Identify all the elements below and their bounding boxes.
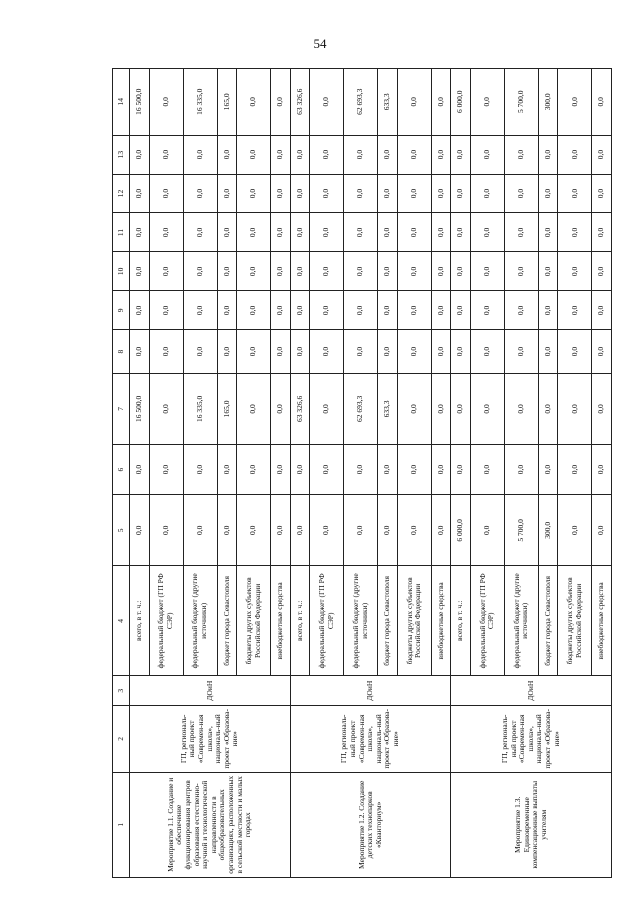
executor-cell: ДОиН: [451, 676, 612, 706]
value-cell: 0,0: [271, 495, 291, 566]
value-cell: 0,0: [237, 444, 271, 494]
funding-source-cell: бюджет города Севастополя: [217, 566, 237, 676]
budget-table: [112, 68, 612, 878]
column-header-2: 2: [113, 706, 130, 772]
funding-source-cell: бюджет города Севастополя: [538, 566, 558, 676]
value-cell: 63 326,6: [290, 69, 310, 136]
value-cell: 0,0: [237, 291, 271, 330]
funding-source-cell: бюджеты других субъектов Российской Федерации: [558, 566, 592, 676]
value-cell: 62 693,3: [344, 69, 378, 136]
value-cell: 0,0: [271, 213, 291, 252]
value-cell: 0,0: [470, 291, 504, 330]
value-cell: 0,0: [397, 135, 431, 174]
value-cell: 0,0: [397, 444, 431, 494]
executor-cell: ДОиН: [290, 676, 451, 706]
value-cell: 0,0: [149, 291, 183, 330]
value-cell: 0,0: [237, 330, 271, 374]
rotated-table-container: [112, 68, 612, 878]
value-cell: 0,0: [183, 444, 217, 494]
value-cell: 0,0: [310, 373, 344, 444]
value-cell: 0,0: [538, 444, 558, 494]
value-cell: 0,0: [378, 330, 398, 374]
value-cell: 0,0: [538, 135, 558, 174]
value-cell: 0,0: [149, 69, 183, 136]
value-cell: 0,0: [558, 373, 592, 444]
value-cell: 0,0: [217, 135, 237, 174]
value-cell: 0,0: [592, 69, 612, 136]
value-cell: 0,0: [237, 495, 271, 566]
value-cell: 0,0: [592, 252, 612, 291]
value-cell: 0,0: [397, 174, 431, 213]
value-cell: 0,0: [558, 291, 592, 330]
funding-source-cell: всего, в т. ч.:: [130, 566, 150, 676]
value-cell: 0,0: [130, 174, 150, 213]
value-cell: 0,0: [237, 373, 271, 444]
value-cell: 0,0: [290, 495, 310, 566]
value-cell: 0,0: [237, 69, 271, 136]
value-cell: 0,0: [504, 373, 538, 444]
table-row: [130, 69, 150, 878]
value-cell: 0,0: [592, 444, 612, 494]
value-cell: 0,0: [431, 495, 451, 566]
column-header-11: 11: [113, 213, 130, 252]
value-cell: 0,0: [558, 174, 592, 213]
value-cell: 0,0: [344, 291, 378, 330]
value-cell: 0,0: [149, 213, 183, 252]
funding-source-cell: бюджет города Севастополя: [378, 566, 398, 676]
column-header-3: 3: [113, 676, 130, 706]
value-cell: 0,0: [290, 291, 310, 330]
funding-source-cell: бюджеты других субъектов Российской Федерации: [237, 566, 271, 676]
value-cell: 0,0: [431, 373, 451, 444]
value-cell: 0,0: [470, 444, 504, 494]
column-header-6: 6: [113, 444, 130, 494]
value-cell: 0,0: [378, 213, 398, 252]
value-cell: 0,0: [451, 444, 471, 494]
column-header-4: 4: [113, 566, 130, 676]
value-cell: 0,0: [310, 69, 344, 136]
value-cell: 16 500,0: [130, 69, 150, 136]
header-row: [113, 69, 130, 878]
value-cell: 0,0: [558, 330, 592, 374]
value-cell: 6 000,0: [451, 495, 471, 566]
value-cell: 0,0: [451, 291, 471, 330]
value-cell: 0,0: [344, 213, 378, 252]
column-header-8: 8: [113, 330, 130, 374]
value-cell: 0,0: [310, 174, 344, 213]
value-cell: 0,0: [592, 213, 612, 252]
value-cell: 0,0: [290, 135, 310, 174]
funding-source-cell: всего, в т. ч.:: [451, 566, 471, 676]
value-cell: 0,0: [431, 291, 451, 330]
value-cell: 0,0: [290, 252, 310, 291]
value-cell: 0,0: [397, 291, 431, 330]
value-cell: 0,0: [378, 444, 398, 494]
value-cell: 0,0: [130, 252, 150, 291]
value-cell: 0,0: [183, 174, 217, 213]
value-cell: 0,0: [558, 495, 592, 566]
value-cell: 165,0: [217, 373, 237, 444]
value-cell: 0,0: [344, 444, 378, 494]
project-cell: ГП, региональ-ный проект «Современ-ная школа», националь-ный проект «Образова-ние»: [130, 706, 291, 772]
value-cell: 6 000,0: [451, 69, 471, 136]
value-cell: 0,0: [470, 252, 504, 291]
value-cell: 0,0: [310, 444, 344, 494]
value-cell: 0,0: [397, 69, 431, 136]
value-cell: 0,0: [504, 135, 538, 174]
funding-source-cell: внебюджетные средства: [431, 566, 451, 676]
value-cell: 5 700,0: [504, 69, 538, 136]
value-cell: 0,0: [378, 291, 398, 330]
value-cell: 0,0: [558, 252, 592, 291]
funding-source-cell: федеральный бюджет (ГП РФ СЭР): [470, 566, 504, 676]
value-cell: 0,0: [558, 213, 592, 252]
value-cell: 0,0: [237, 174, 271, 213]
value-cell: 0,0: [431, 330, 451, 374]
value-cell: 300,0: [538, 69, 558, 136]
value-cell: 0,0: [217, 252, 237, 291]
value-cell: 16 335,0: [183, 69, 217, 136]
value-cell: 0,0: [378, 174, 398, 213]
value-cell: 0,0: [149, 444, 183, 494]
value-cell: 0,0: [431, 444, 451, 494]
value-cell: 300,0: [538, 495, 558, 566]
value-cell: 0,0: [183, 252, 217, 291]
value-cell: 0,0: [183, 495, 217, 566]
value-cell: 0,0: [130, 135, 150, 174]
value-cell: 0,0: [271, 330, 291, 374]
value-cell: 0,0: [217, 495, 237, 566]
value-cell: 0,0: [592, 135, 612, 174]
value-cell: 0,0: [310, 330, 344, 374]
value-cell: 0,0: [217, 330, 237, 374]
value-cell: 0,0: [378, 252, 398, 291]
value-cell: 0,0: [149, 174, 183, 213]
value-cell: 0,0: [344, 135, 378, 174]
value-cell: 0,0: [470, 135, 504, 174]
value-cell: 0,0: [271, 69, 291, 136]
value-cell: 0,0: [504, 213, 538, 252]
value-cell: 0,0: [558, 69, 592, 136]
value-cell: 0,0: [290, 174, 310, 213]
value-cell: 0,0: [183, 330, 217, 374]
value-cell: 0,0: [290, 330, 310, 374]
value-cell: 0,0: [470, 373, 504, 444]
value-cell: 0,0: [217, 213, 237, 252]
value-cell: 0,0: [470, 330, 504, 374]
value-cell: 0,0: [290, 444, 310, 494]
value-cell: 0,0: [451, 174, 471, 213]
value-cell: 0,0: [397, 373, 431, 444]
value-cell: 0,0: [538, 330, 558, 374]
value-cell: 0,0: [451, 373, 471, 444]
value-cell: 0,0: [217, 291, 237, 330]
executor-cell: ДОиН: [130, 676, 291, 706]
value-cell: 0,0: [558, 444, 592, 494]
measure-cell: Мероприятие 1.2. Создание детских технопарков «Кванториум»: [290, 772, 451, 877]
funding-source-cell: внебюджетные средства: [592, 566, 612, 676]
value-cell: 0,0: [149, 373, 183, 444]
value-cell: 0,0: [558, 135, 592, 174]
value-cell: 0,0: [344, 174, 378, 213]
value-cell: 0,0: [310, 291, 344, 330]
column-header-9: 9: [113, 291, 130, 330]
value-cell: 0,0: [237, 135, 271, 174]
value-cell: 16 335,0: [183, 373, 217, 444]
value-cell: 0,0: [592, 291, 612, 330]
value-cell: 0,0: [183, 213, 217, 252]
page-number: 54: [313, 36, 327, 51]
funding-source-cell: федеральный бюджет (другие источники): [344, 566, 378, 676]
value-cell: 0,0: [237, 213, 271, 252]
value-cell: 0,0: [470, 69, 504, 136]
value-cell: 0,0: [217, 444, 237, 494]
value-cell: 0,0: [538, 373, 558, 444]
value-cell: 0,0: [451, 330, 471, 374]
value-cell: 0,0: [149, 252, 183, 291]
value-cell: 0,0: [592, 495, 612, 566]
value-cell: 0,0: [431, 135, 451, 174]
value-cell: 0,0: [431, 69, 451, 136]
funding-source-cell: бюджеты других субъектов Российской Федерации: [397, 566, 431, 676]
value-cell: 0,0: [271, 174, 291, 213]
column-header-12: 12: [113, 174, 130, 213]
column-header-5: 5: [113, 495, 130, 566]
value-cell: 0,0: [130, 213, 150, 252]
value-cell: 0,0: [470, 213, 504, 252]
value-cell: 0,0: [451, 135, 471, 174]
value-cell: 0,0: [271, 252, 291, 291]
value-cell: 0,0: [592, 373, 612, 444]
measure-cell: Мероприятие 1.1. Создание и обеспечение функционирования центров образования естественно-научной и технологической направленности в общеобразовательных организациях, расположенных в сельской местности и малых городах: [130, 772, 291, 877]
value-cell: 0,0: [538, 213, 558, 252]
value-cell: 0,0: [397, 252, 431, 291]
column-header-10: 10: [113, 252, 130, 291]
value-cell: 0,0: [592, 330, 612, 374]
column-header-13: 13: [113, 135, 130, 174]
measure-cell: Мероприятие 1.3. Единовременные компенсационные выплаты учителям: [451, 772, 612, 877]
value-cell: 0,0: [344, 495, 378, 566]
value-cell: 0,0: [378, 135, 398, 174]
value-cell: 0,0: [538, 252, 558, 291]
table-body: [130, 69, 612, 878]
table-row: [451, 69, 471, 878]
value-cell: 0,0: [271, 444, 291, 494]
value-cell: 0,0: [538, 291, 558, 330]
value-cell: 0,0: [310, 135, 344, 174]
value-cell: 165,0: [217, 69, 237, 136]
column-header-7: 7: [113, 373, 130, 444]
value-cell: 0,0: [397, 495, 431, 566]
value-cell: 0,0: [504, 444, 538, 494]
value-cell: 0,0: [149, 330, 183, 374]
value-cell: 0,0: [130, 330, 150, 374]
value-cell: 0,0: [504, 291, 538, 330]
value-cell: 0,0: [237, 252, 271, 291]
table-row: [290, 69, 310, 878]
value-cell: 633,3: [378, 373, 398, 444]
funding-source-cell: федеральный бюджет (ГП РФ СЭР): [149, 566, 183, 676]
value-cell: 0,0: [271, 135, 291, 174]
value-cell: 0,0: [130, 495, 150, 566]
value-cell: 0,0: [470, 495, 504, 566]
funding-source-cell: всего, в т. ч.:: [290, 566, 310, 676]
value-cell: 5 700,0: [504, 495, 538, 566]
value-cell: 62 693,3: [344, 373, 378, 444]
column-header-14: 14: [113, 69, 130, 136]
value-cell: 0,0: [397, 330, 431, 374]
value-cell: 63 326,6: [290, 373, 310, 444]
value-cell: 0,0: [130, 291, 150, 330]
funding-source-cell: внебюджетные средства: [271, 566, 291, 676]
value-cell: 0,0: [183, 291, 217, 330]
value-cell: 0,0: [431, 174, 451, 213]
funding-source-cell: федеральный бюджет (ГП РФ СЭР): [310, 566, 344, 676]
value-cell: 0,0: [271, 291, 291, 330]
value-cell: 0,0: [149, 135, 183, 174]
value-cell: 0,0: [290, 213, 310, 252]
value-cell: 0,0: [538, 174, 558, 213]
value-cell: 0,0: [431, 252, 451, 291]
value-cell: 0,0: [183, 135, 217, 174]
column-header-1: 1: [113, 772, 130, 877]
funding-source-cell: федеральный бюджет (другие источники): [504, 566, 538, 676]
value-cell: 0,0: [310, 213, 344, 252]
value-cell: 0,0: [149, 495, 183, 566]
value-cell: 0,0: [217, 174, 237, 213]
value-cell: 0,0: [451, 252, 471, 291]
value-cell: 0,0: [470, 174, 504, 213]
value-cell: 0,0: [592, 174, 612, 213]
value-cell: 0,0: [504, 252, 538, 291]
value-cell: 0,0: [451, 213, 471, 252]
value-cell: 16 500,0: [130, 373, 150, 444]
value-cell: 0,0: [504, 174, 538, 213]
value-cell: 0,0: [130, 444, 150, 494]
funding-source-cell: федеральный бюджет (другие источники): [183, 566, 217, 676]
value-cell: 0,0: [310, 252, 344, 291]
value-cell: 0,0: [310, 495, 344, 566]
value-cell: 0,0: [397, 213, 431, 252]
value-cell: 0,0: [344, 252, 378, 291]
value-cell: 633,3: [378, 69, 398, 136]
project-cell: ГП, региональ-ный проект «Современ-ная школа», националь-ный проект «Образова-ние»: [290, 706, 451, 772]
value-cell: 0,0: [271, 373, 291, 444]
project-cell: ГП, региональ-ный проект «Современ-ная школа», националь-ный проект «Образова-ние»: [451, 706, 612, 772]
value-cell: 0,0: [504, 330, 538, 374]
value-cell: 0,0: [344, 330, 378, 374]
value-cell: 0,0: [378, 495, 398, 566]
value-cell: 0,0: [431, 213, 451, 252]
